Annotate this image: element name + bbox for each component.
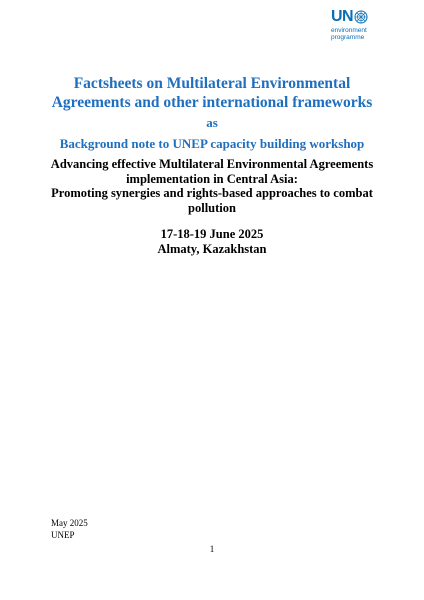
workshop-title	[40, 157, 384, 215]
title-line-1: Factsheets on Multilateral Environmental	[73, 75, 351, 92]
unep-logo	[331, 8, 375, 48]
logo-environment-text: environment	[331, 27, 367, 34]
page-number: 1	[209, 544, 215, 554]
as-connector: as	[206, 115, 218, 130]
footer-date: May 2025	[51, 518, 88, 528]
workshop-line-2: implementation in Central Asia:	[126, 171, 298, 186]
logo-top-row	[331, 8, 368, 26]
footer-organization: UNEP	[51, 530, 75, 540]
title-line-2: Agreements and other international frameworks	[51, 94, 373, 111]
workshop-line-4: pollution	[188, 200, 236, 215]
background-note-subtitle: Background note to UNEP capacity building workshop	[59, 136, 365, 151]
logo-un-text: UN	[331, 8, 354, 25]
document-title	[40, 74, 384, 112]
logo-programme-text: programme	[331, 34, 365, 41]
workshop-line-3: Promoting synergies and rights-based approaches to combat	[51, 186, 373, 200]
event-dates: 17-18-19 June 2025	[160, 227, 264, 241]
un-emblem-icon	[354, 10, 368, 24]
event-location: Almaty, Kazakhstan	[157, 242, 267, 256]
workshop-line-1: Advancing effective Multilateral Environmental Agreements	[50, 157, 374, 171]
